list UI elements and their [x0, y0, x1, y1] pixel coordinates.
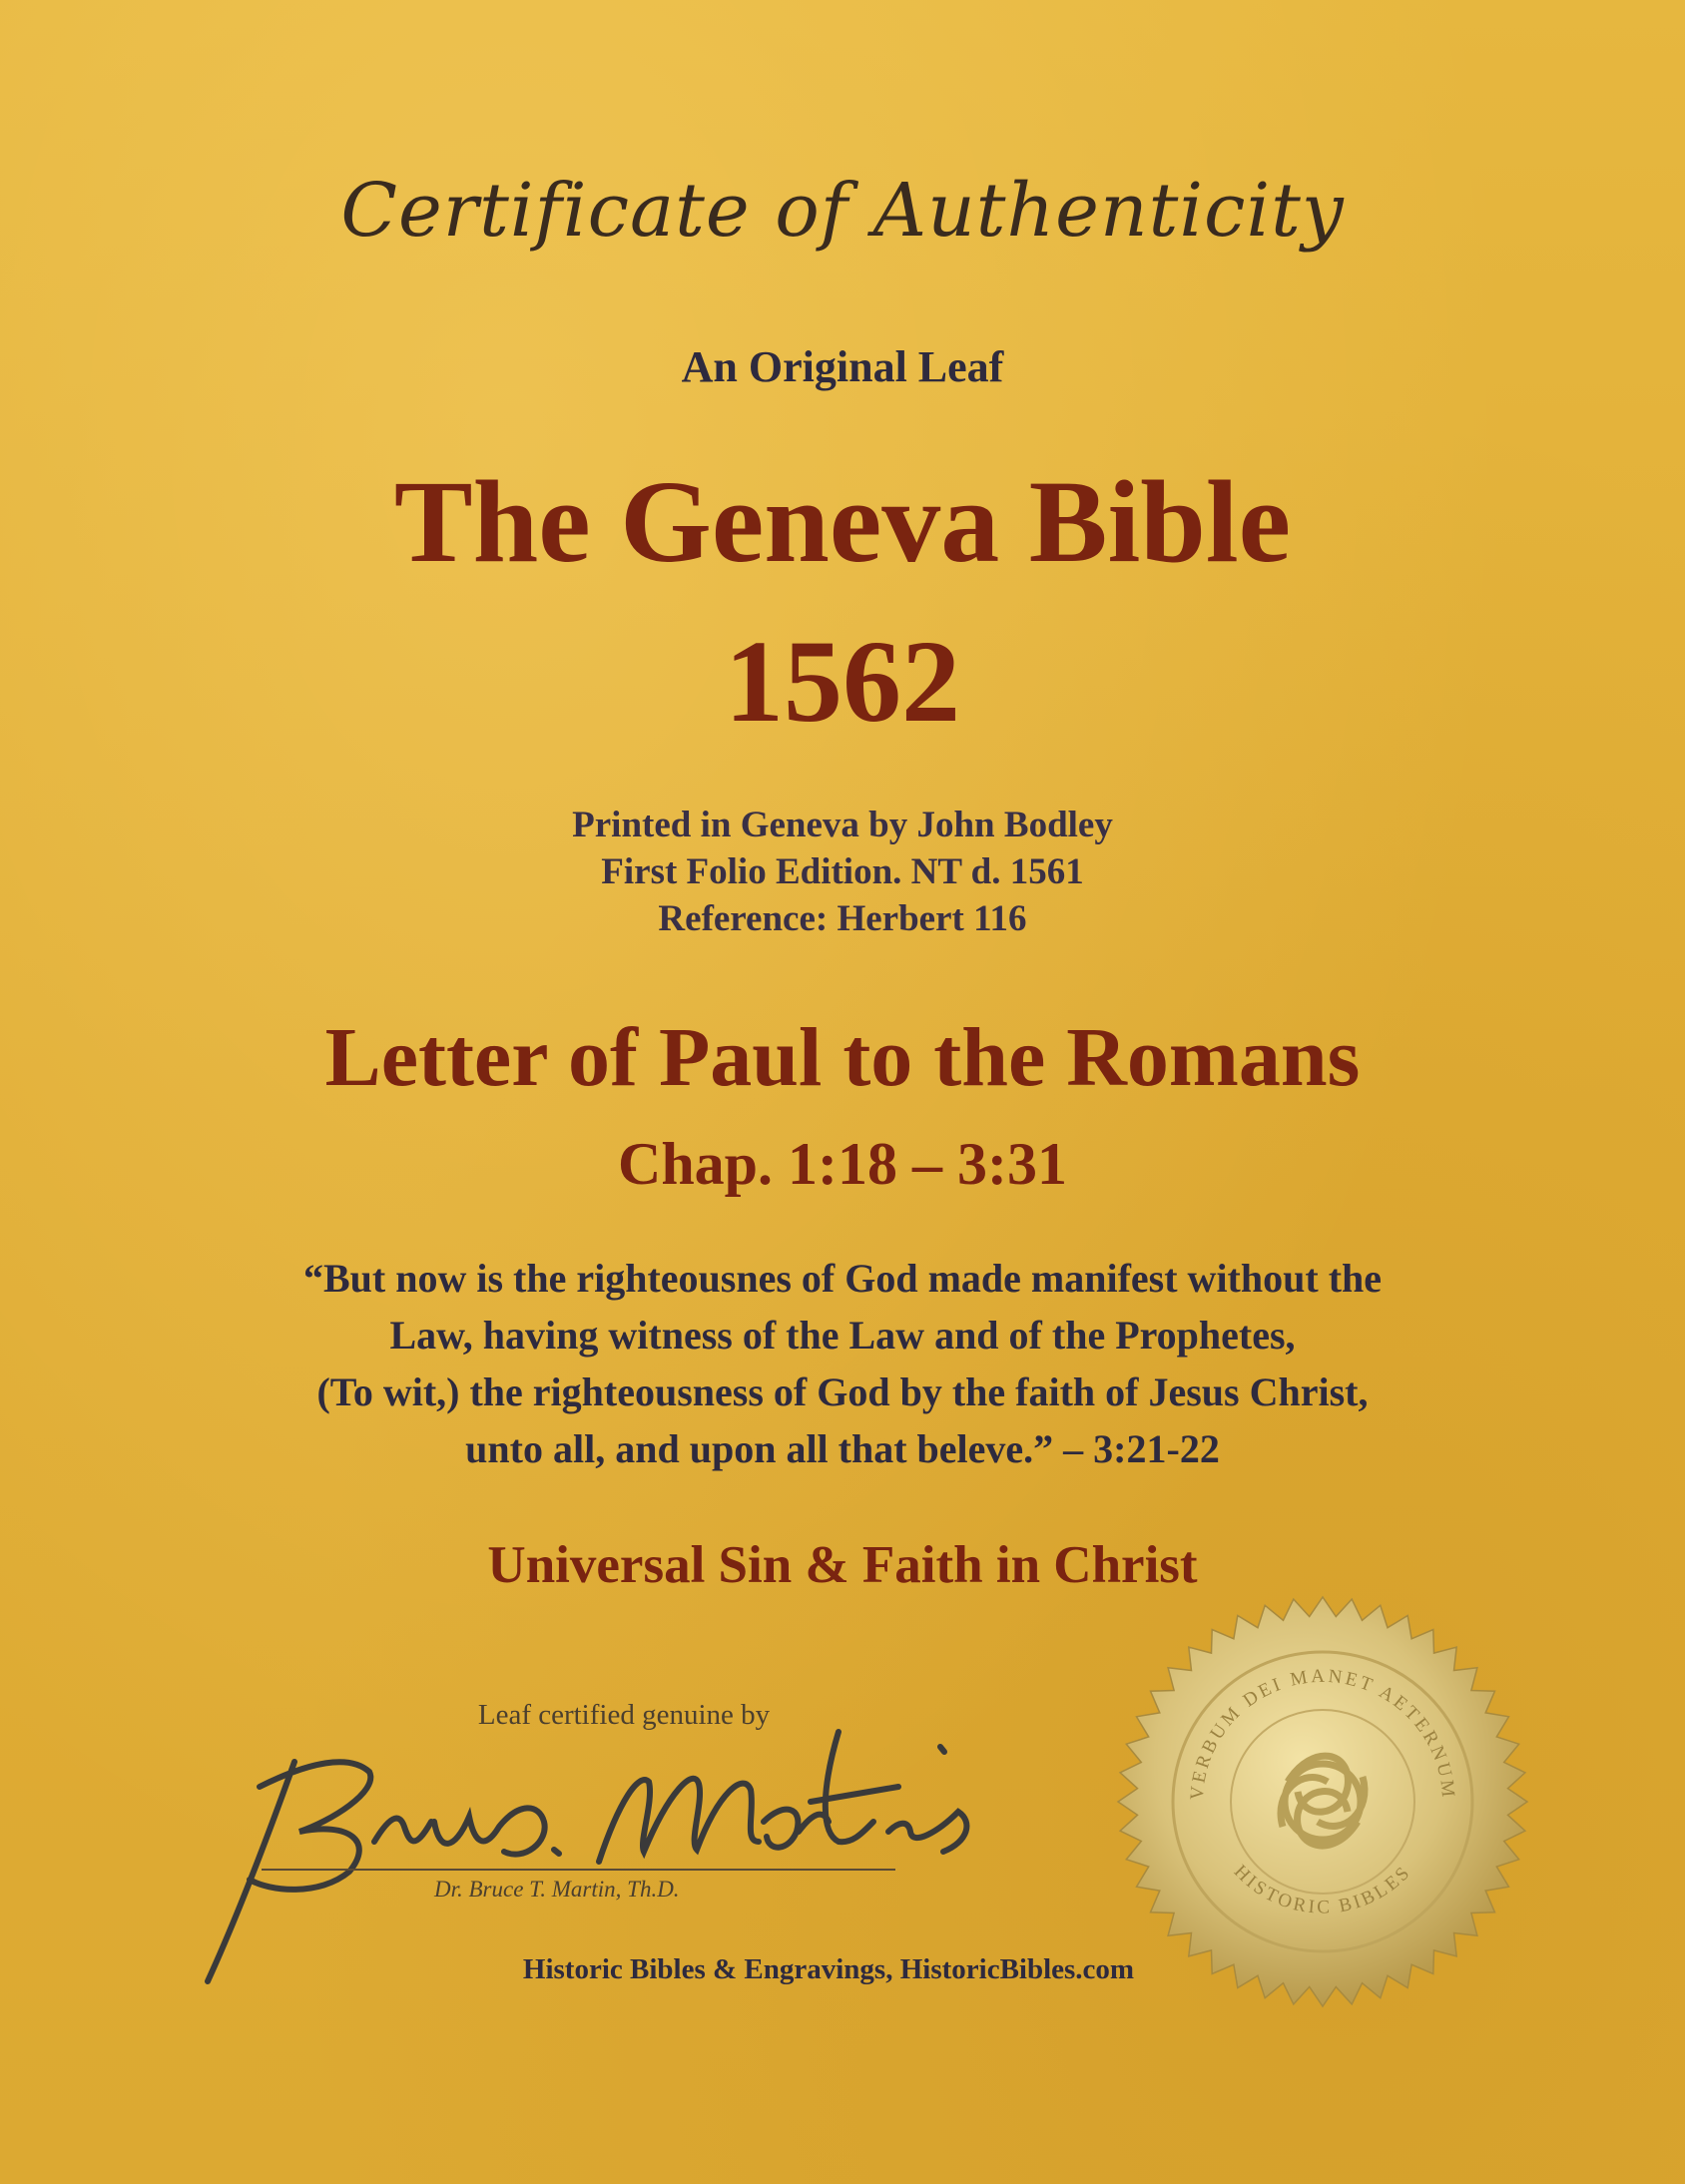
- embossed-gold-seal: [1113, 1592, 1532, 2011]
- printing-line: Reference: Herbert 116: [658, 898, 1027, 939]
- bible-title: The Geneva Bible: [393, 456, 1292, 587]
- signer-name: Dr. Bruce T. Martin, Th.D.: [434, 1877, 680, 1902]
- printing-details: [0, 802, 1685, 942]
- publisher-name: Historic Bibles & Engravings, HistoricBibles.com: [522, 1953, 1135, 1985]
- quote-line: Law, having witness of the Law and of the Prophetes,: [389, 1313, 1296, 1358]
- certificate-subheading: An Original Leaf: [681, 342, 1004, 391]
- quote-line: unto all, and upon all that beleve.” – 3:21-22: [465, 1426, 1220, 1471]
- scripture-quote: [0, 1250, 1685, 1477]
- signature-line: [262, 1869, 895, 1871]
- printing-line: Printed in Geneva by John Bodley: [572, 805, 1113, 845]
- handwritten-signature: [200, 1692, 1028, 1991]
- seal-serrated-edge: [1118, 1597, 1527, 2006]
- bible-year: 1562: [725, 616, 960, 747]
- leaf-theme: Universal Sin & Faith in Christ: [487, 1536, 1198, 1594]
- quote-line: “But now is the righteousnes of God made manifest without the: [302, 1256, 1383, 1301]
- seal-top-text: VERBUM DEI MANET AETERNUM: [1186, 1665, 1459, 1802]
- certified-by-label: Leaf certified genuine by: [477, 1699, 771, 1731]
- book-title: Letter of Paul to the Romans: [324, 1011, 1361, 1104]
- chapter-range: Chap. 1:18 – 3:31: [617, 1131, 1068, 1197]
- quote-line: (To wit,) the righteousness of God by the faith of Jesus Christ,: [316, 1369, 1369, 1414]
- certificate-heading: Certificate of Authenticity: [340, 168, 1345, 254]
- seal-bottom-text: HISTORIC BIBLES: [1229, 1861, 1416, 1918]
- printing-line: First Folio Edition. NT d. 1561: [601, 851, 1084, 892]
